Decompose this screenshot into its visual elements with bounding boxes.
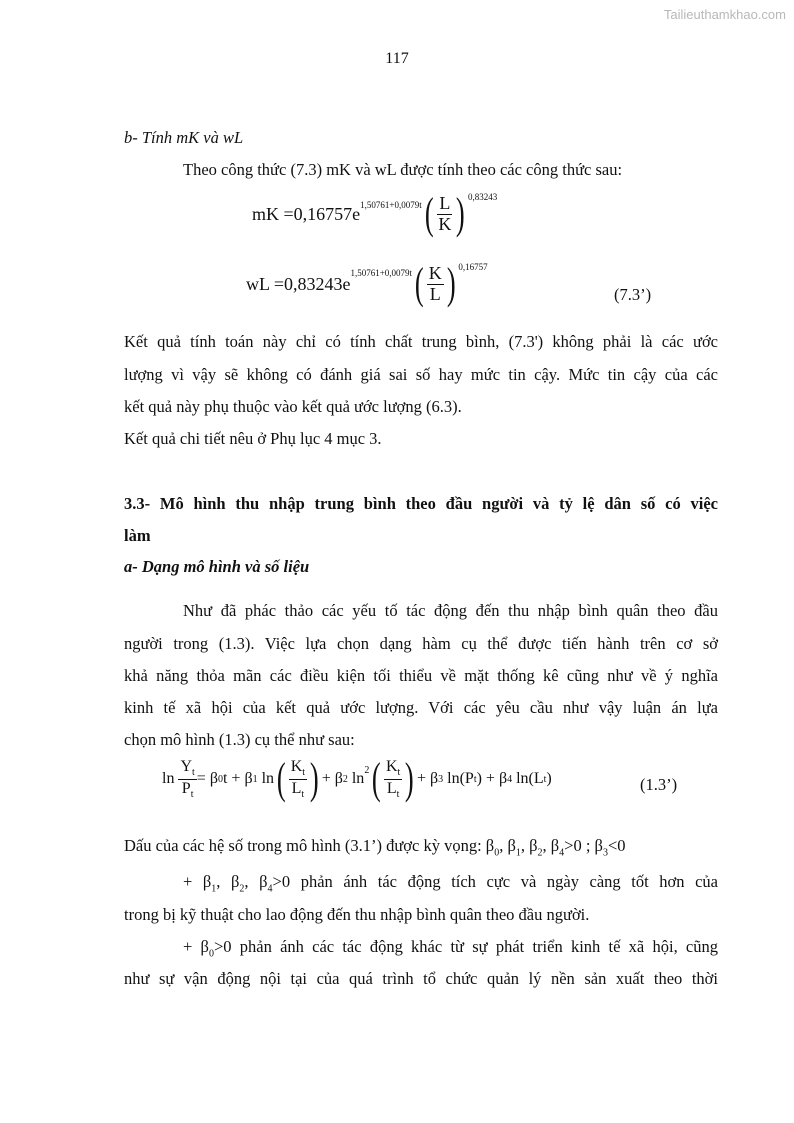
eq1-exponent: 1,50761+0,0079t bbox=[360, 200, 422, 210]
eq3-p: $P_t$ bbox=[181, 779, 194, 800]
eq3-sup2: 2 bbox=[364, 765, 370, 776]
section-a-title: a- Dạng mô hình và số liệu bbox=[124, 557, 310, 576]
eq3-part5: ln bbox=[351, 770, 365, 787]
eq2-left-paren: ( bbox=[414, 259, 424, 308]
eq3-sub-t2: t bbox=[543, 773, 547, 785]
equation-mk bbox=[252, 189, 498, 238]
para2-line2: người trong (1.3). Việc lựa chọn dạng hàm cụ thể được tiến hành trên cơ sở bbox=[124, 634, 718, 653]
eq2-lhs: wL =0,83243e bbox=[246, 273, 351, 294]
eq1-power: 0,83243 bbox=[468, 192, 498, 202]
eq3-paren1-left: ( bbox=[276, 754, 286, 803]
eq2-label: (7.3’) bbox=[614, 285, 652, 304]
para1-line4: Kết quả chi tiết nêu ở Phụ lục 4 mục 3. bbox=[124, 429, 382, 448]
eq3-part7: ln(P bbox=[447, 770, 474, 787]
eq1-fraction bbox=[436, 194, 453, 235]
eq2-exponent: 1,50761+0,0079t bbox=[350, 268, 413, 278]
eq1-den: K bbox=[438, 213, 452, 234]
heading-3-3-line1: 3.3- Mô hình thu nhập trung bình theo đầu người và tỷ lệ dân số có việc bbox=[124, 494, 718, 513]
eq3-fraction-kl2 bbox=[384, 758, 402, 799]
para2-line5: chọn mô hình (1.3) cụ thể như sau: bbox=[124, 730, 355, 749]
eq2-fraction bbox=[427, 264, 444, 305]
eq2-power: 0,16757 bbox=[458, 262, 488, 272]
eq2-num: K bbox=[428, 262, 442, 283]
para1-line1: Kết quả tính toán này chỉ có tính chất trung bình, (7.3') không phải là các ước bbox=[124, 332, 718, 351]
eq3-part1: = β bbox=[196, 770, 218, 787]
eq3-fraction-kl bbox=[289, 758, 307, 799]
eq3-k2: $K_t$ bbox=[385, 758, 401, 779]
para1-line3: kết quả này phụ thuộc vào kết quả ước lượng (6.3). bbox=[124, 397, 462, 416]
heading-3-3-line2: làm bbox=[124, 526, 151, 545]
eq3-paren2-left: ( bbox=[372, 754, 382, 803]
eq3-part4: + β bbox=[321, 770, 343, 787]
para2-line3: khả năng thỏa mãn các điều kiện tối thiểu về mặt thống kê cũng như về ý nghĩa bbox=[124, 666, 718, 685]
section-b-title: b- Tính mK và wL bbox=[124, 128, 244, 147]
para1-line2: lượng vì vậy sẽ không có đánh giá sai số hay mức tin cậy. Mức tin cậy của các bbox=[124, 365, 718, 384]
signs-line: Dấu của các hệ số trong mô hình (3.1’) được kỳ vọng: $\beta_0$, $\beta_1$, $\beta_2$, $\beta_4>0$ ; $\beta_3<0$ bbox=[124, 836, 626, 859]
page-number: 117 bbox=[385, 50, 409, 67]
eq3-part3: ln bbox=[261, 770, 275, 787]
eq3-part2: t + β bbox=[222, 770, 253, 787]
eq3-part6: + β bbox=[416, 770, 439, 787]
eq1-right-paren: ) bbox=[456, 189, 466, 238]
eq3-l: $L_t$ bbox=[291, 779, 305, 800]
eq1-num: L bbox=[439, 192, 451, 213]
eq3-paren1-right: ) bbox=[309, 754, 319, 803]
eq1-lhs: mK =0,16757e bbox=[252, 203, 361, 224]
eq3-k: $K_t$ bbox=[290, 758, 306, 779]
para2-line1: Như đã phác thảo các yếu tố tác động đến thu nhập bình quân theo đầu bbox=[183, 601, 718, 620]
bullet2-line2: như sự vận động nội tại của quá trình tổ chức quản lý nền sản xuất theo thời bbox=[124, 969, 718, 988]
eq3-sub2: 2 bbox=[342, 773, 348, 785]
eq3-part9: ln(L bbox=[516, 770, 544, 787]
eq3-y: $Y_t$ bbox=[180, 758, 195, 779]
eq3-part8: ) + β bbox=[476, 770, 508, 787]
eq3-label: (1.3’) bbox=[640, 775, 678, 794]
eq2-den: L bbox=[429, 283, 441, 304]
eq3-sub4: 4 bbox=[507, 773, 513, 785]
bullet2-line1: + $\beta_0>0$ phản ánh các tác động khác từ sự phát triển kinh tế xã hội, cũng bbox=[183, 937, 719, 960]
watermark: Tailieuthamkhao.com bbox=[663, 7, 786, 22]
eq3-sub3: 3 bbox=[438, 773, 444, 785]
eq3-fraction-yp bbox=[178, 758, 196, 799]
bullet1-line2: trong bị kỹ thuật cho lao động đến thu nhập bình quân theo đầu người. bbox=[124, 905, 590, 924]
eq3-paren2-right: ) bbox=[405, 754, 415, 803]
bullet1-line1: + $\beta_1$, $\beta_2$, $\beta_4>0$ phản ánh tác động tích cực và ngày càng tốt hơn của bbox=[183, 872, 718, 895]
eq1-left-paren: ( bbox=[424, 189, 434, 238]
eq3-ln: ln bbox=[162, 770, 175, 787]
eq2-right-paren: ) bbox=[446, 259, 456, 308]
eq3-sub-t1: t bbox=[473, 773, 477, 785]
eq3-sub1: 1 bbox=[252, 773, 258, 785]
eq3-l2: $L_t$ bbox=[386, 779, 400, 800]
para2-line4: kinh tế xã hội của kết quả ước lượng. Với các yêu cầu như vậy luận án lựa bbox=[124, 698, 718, 717]
intro-text: Theo công thức (7.3) mK và wL được tính theo các công thức sau: bbox=[183, 160, 623, 179]
equation-wl bbox=[246, 259, 488, 308]
eq3-sub0: 0 bbox=[217, 773, 223, 785]
equation-model bbox=[162, 754, 552, 803]
eq3-part10: ) bbox=[546, 770, 552, 787]
